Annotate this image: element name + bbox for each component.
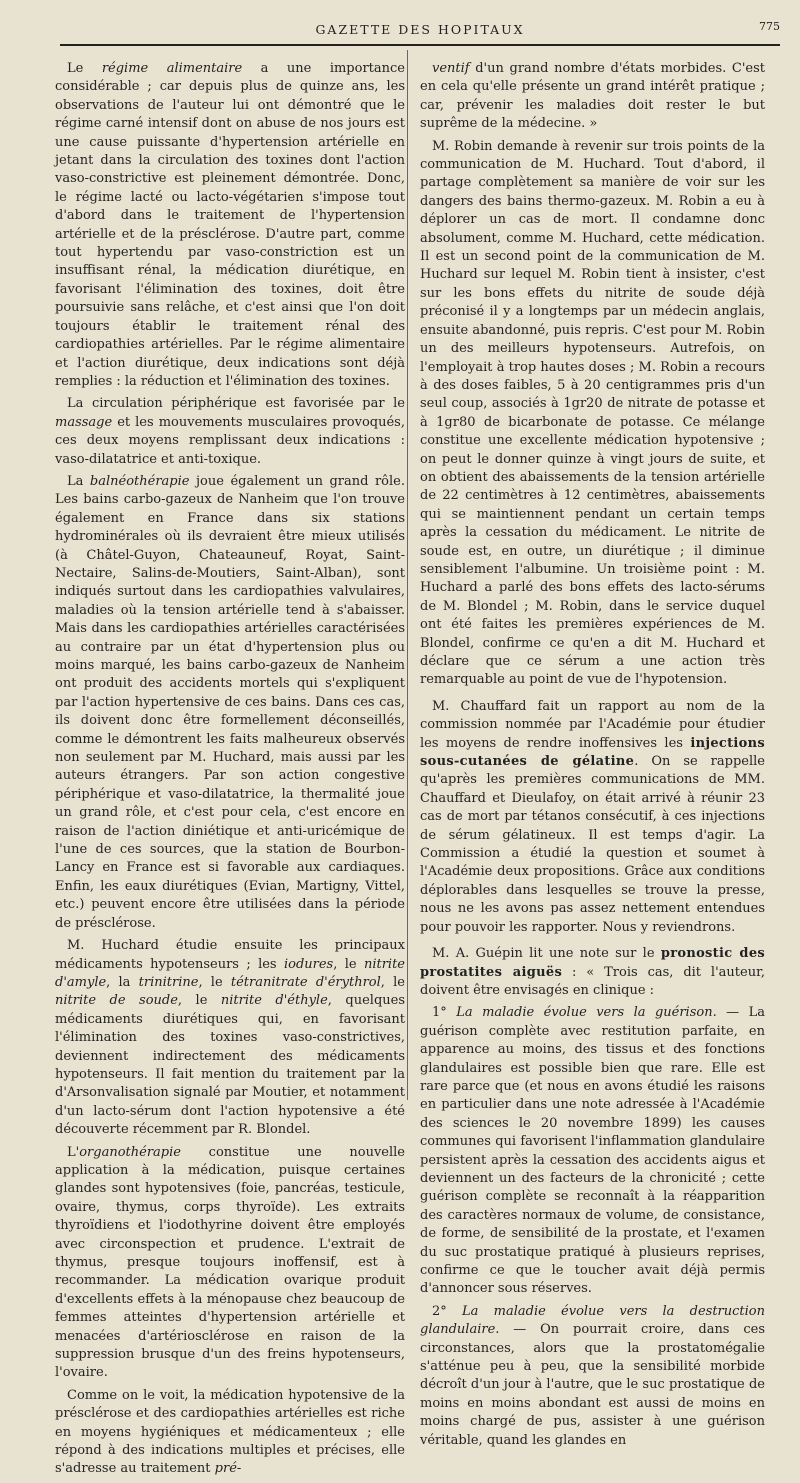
text-run: . — La guérison complète avec restitution parfaite, en apparence au moins, des tissus et des fonctions glandulaires est possible bien que rare. Elle est rare parce que (et nous en avons étudié les raisons en particulier dans une note adressée à l'Académie des sciences le 20 novembre 1899) les causes communes qui favorisent l'inflammation glandulaire persistent après la cessation des accidents aigus et deviennent un des facteurs de la chronicité ; cette guérison complète se reconnaît à la réapparition des caractères normaux de volume, de consistance, de forme, de sensibilité de la prostate, et l'examen du suc prostatique pratiqué à plusieurs reprises, confirme ce que le toucher avait déjà permis d'annoncer sous réserves. [420, 1005, 766, 1297]
text-run: . — On pourrait croire, dans ces circonstances, alors que la prostatomégalie s'atténue peu à peu, que la sensibilité morbide décroît d'un jour à l'autre, que le suc prostatique de moins en moins abondant est aussi de moins en moins chargé de pus, assister à une guérison véritable, quand les glandes en [420, 1322, 765, 1448]
italic-text: nitrite d'éthyle [220, 993, 328, 1009]
italic-text: tétranitrate d'érythrol [230, 974, 381, 990]
paragraph [55, 937, 405, 1139]
paragraph [420, 60, 765, 134]
italic-text: balnéothérapie [89, 473, 190, 489]
paragraph [420, 138, 765, 690]
italic-text: pré- [214, 1461, 242, 1477]
left-column [55, 60, 405, 1483]
italic-text: organothérapie [79, 1144, 181, 1160]
text-run: . On se rappelle qu'après les premières communications de MM. Chauffard et Dieulafoy, on était arrivé à réunir 23 cas de mort par tétanos consécutif, à ces injections de sérum gélatineux. Il est temps d'agir. La Commission a étudié la question et soumet à l'Académie deux propositions. Grâce aux conditions déplorables dans lesquelles se trouve la presse, nous ne les avons pas assez nettement entendues pour pouvoir les rapporter. Nous y reviendrons. [420, 754, 765, 935]
text-run: d'un grand nombre d'états morbides. C'est en cela qu'elle présente un grand intérêt pratique ; car, prévenir les maladies doit rester le but suprême de la médecine. » [420, 61, 765, 132]
text-run: constitue une nouvelle application à la médication, puisque certaines glandes sont hypotensives (foie, pancréas, testicule, ovaire, thymus, corps thyroïde). Les extraits thyroïdiens et l'iodothyrine doivent être employés avec circonspection et prudence. L'extrait de thymus, presque toujours inoffensif, est à recommander. La médication ovarique produit d'excellents effets à la ménopause chez beaucoup de femmes atteintes d'hypertension artérielle et menacées d'artériosclérose en raison de la suppression brusque d'un des freins hypotenseurs, l'ovaire. [55, 1144, 405, 1381]
text-run: 2° [432, 1303, 463, 1319]
text-run: , le [380, 974, 405, 990]
text-run: M. Robin demande à revenir sur trois points de la communication de M. Huchard. Tout d'abord, il partage complètement sa manière de voir sur les dangers des bains thermo-gazeux. M. Robin a eu à déplorer un cas de mort. Il condamne donc absolument, comme M. Huchard, cette médication. Il est un second point de la communication de M. Huchard sur lequel M. Robin tient à insister, c'est sur les bons effets du nitrite de soude déjà préconisé il y a longtemps par un médecin anglais, ensuite abandonné, puis repris. C'est pour M. Robin un des meilleurs hypotenseurs. Autrefois, on l'employait à trop hautes doses ; M. Robin a recours à des doses faibles, 5 à 20 centigrammes pris d'un seul coup, associés à 1gr20 de nitrate de potasse et à 1gr80 de bicarbonate de potasse. Ce mélange constitue une excellente médication hypotensive ; on peut le donner quinze à vingt jours de suite, et on obtient des abaissements de la tension artérielle de 22 centimètres à 12 centimètres, abaissements qui se maintiennent pendant un certain temps après la cessation du médicament. Le nitrite de soude est, en outre, un diurétique ; il diminue sensiblement l'albumine. Un troisième point : M. Huchard a parlé des bons effets des lacto-sérums de M. Blondel ; M. Robin, dans le service duquel ont été faites les premières expériences de M. Blondel, confirme ce qu'en a dit M. Huchard et déclare que ce sérum a une action très remarquable au point de vue de l'hypotension. [420, 138, 765, 688]
paragraph [55, 60, 405, 391]
italic-text: La maladie évolue vers la guérison [456, 1005, 713, 1021]
italic-text: iodures [283, 956, 334, 972]
paragraph [420, 945, 765, 1000]
emphasis-text: pronostic des prostatites aiguës [420, 946, 766, 980]
italic-text: La maladie évolue vers la destruction glandulaire [420, 1303, 766, 1338]
text-run: Le [67, 61, 102, 76]
text-run: a une importance considérable ; car depuis plus de quinze ans, les observations de l'auteur lui ont démontré que le régime carné intensif dont on abuse de nos jours est une cause puissante d'hypertension artérielle en jetant dans la circulation des toxines dont l'action vaso-constrictive est pleinement démontrée. Donc, le régime lacté ou lacto-végétarien s'impose tout d'abord dans le traitement de l'hypertension artérielle et de la présclérose. D'autre part, comme tout hypertendu par vaso-constriction est un insuffisant rénal, la médication diurétique, en favorisant l'élimination des toxines, doit être poursuivie sans relâche, et c'est ainsi que l'on doit toujours établir le traitement rénal des cardiopathies artérielles. Par le régime alimentaire et l'action diurétique, deux indications sont déjà remplies : la réduction et l'élimination des toxines. [55, 61, 405, 389]
text-run: , le [333, 956, 364, 972]
text-run: 1° [432, 1005, 457, 1021]
column-divider [407, 50, 408, 1100]
italic-text: régime alimentaire [101, 61, 243, 76]
italic-text: nitrite de soude [55, 993, 178, 1009]
list-item [420, 1303, 765, 1450]
italic-text: nitrite d'amyle [55, 956, 405, 990]
text-run: , quelques médicaments diurétiques qui, en favorisant l'élimination des toxines vaso-constrictives, deviennent indirectement des médicaments hypotenseurs. Il fait mention du traitement par la d'Arsonvalisation signalé par Moutier, et notamment d'un lacto-sérum dont l'action hypotensive a été découverte récemment par R. Blondel. [55, 993, 405, 1138]
italic-text: trinitrine [138, 974, 199, 990]
page-header [60, 14, 780, 46]
text-run: et les mouvements musculaires provoqués, ces deux moyens remplissant deux indications : vaso-dilatatrice et anti-toxique. [55, 414, 405, 467]
right-column [420, 60, 765, 1454]
text-run: joue également un grand rôle. Les bains carbo-gazeux de Nanheim que l'on trouve également en France dans six stations hydrominérales où ils devraient être mieux utilisés (à Châtel-Guyon, Chateauneuf, Royat, Saint-Nectaire, Salins-de-Moutiers, Saint-Alban), sont indiqués surtout dans les cardiopathies valvulaires, maladies où la tension artérielle tend à s'abaisser. Mais dans les cardiopathies artérielles caractérisées au contraire par un état d'hypertension plus ou moins marqué, les bains carbo-gazeux de Nanheim ont produit des accidents mortels qui s'expliquent par l'action hypertensive de ces bains. Dans ces cas, ils doivent donc être formellement déconseillés, comme le démontrent les faits malheureux observés non seulement par M. Huchard, mais aussi par les auteurs étrangers. Par son action congestive périphérique et vaso-dilatatrice, la thermalité joue un grand rôle, et c'est pour cela, c'est encore en raison de l'action diniétique et anti-uricémique de l'une de ces sources, que la station de Bourbon-Lancy en France est si favorable aux cardiaques. Enfin, les eaux diurétiques (Evian, Martigny, Vittel, etc.) peuvent encore être utilisées dans la période de présclérose. [55, 473, 405, 931]
emphasis-text: injections sous-cutanées de gélatine [420, 735, 765, 770]
page-number: 775 [759, 20, 780, 33]
text-run: : « Trois cas, dit l'auteur, doivent être envisagés en clinique : [420, 964, 765, 998]
text-run: , le [198, 974, 231, 990]
text-run: Comme on le voit, la médication hypotensive de la présclérose et des cardiopathies artérielles est riche en moyens hygiéniques et médicamenteux ; elle répond à des indications multiples et précises, elle s'adresse au traitement [55, 1387, 405, 1477]
text-run: M. A. Guépin lit une note sur le [432, 946, 661, 962]
paragraph [55, 1387, 405, 1479]
italic-text: ventif [432, 61, 470, 76]
text-run: L' [67, 1144, 80, 1160]
text-run: , le [177, 993, 221, 1009]
paragraph [55, 1144, 405, 1383]
text-run: , la [106, 974, 139, 990]
text-run: M. Huchard étudie ensuite les principaux médicaments hypotenseurs ; les [55, 938, 405, 972]
paragraph [55, 395, 405, 469]
paragraph [420, 698, 765, 937]
italic-text: massage [55, 414, 113, 430]
running-title: GAZETTE DES HOPITAUX [315, 22, 525, 37]
text-run: La [67, 473, 90, 489]
text-run: La circulation périphérique est favorisée par le [67, 396, 405, 412]
text-run: M. Chauffard fait un rapport au nom de la commission nommée par l'Académie pour étudier les moyens de rendre inoffensives les [420, 698, 765, 751]
paragraph [55, 473, 405, 933]
list-item [420, 1004, 765, 1299]
